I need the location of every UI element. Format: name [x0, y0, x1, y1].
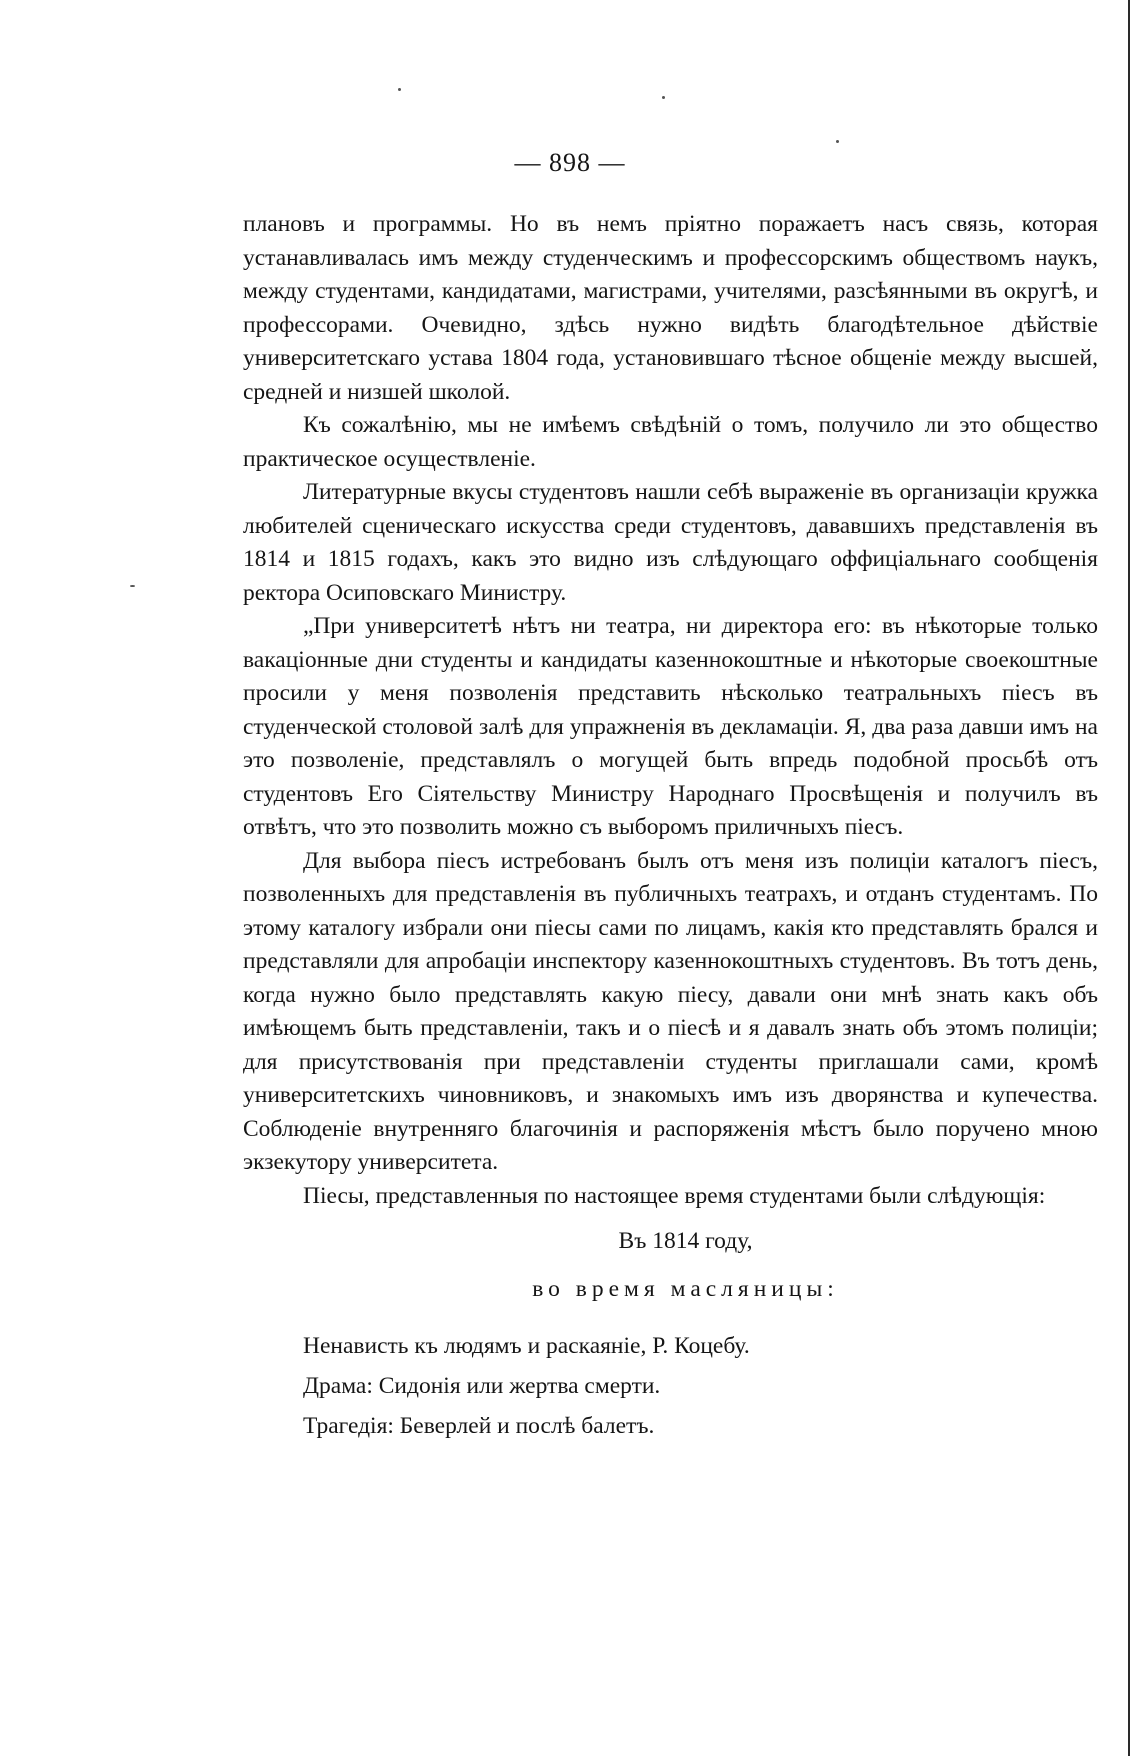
scan-speck	[130, 585, 135, 587]
play-item: Драма: Сидонія или жертва смерти.	[303, 1373, 661, 1399]
year-heading: Въ 1814 году,	[618, 1228, 753, 1254]
page-number: — 898 —	[514, 148, 626, 177]
paragraph: Къ сожалѣнію, мы не имѣемъ свѣдѣній о томъ, получило ли это общество практическое осуществленіе.	[243, 412, 1098, 472]
paragraph: Литературные вкусы студентовъ нашли себѣ выраженіе въ организаціи кружка любителей сценическаго искусства среди студентовъ, дававшихъ представленія въ 1814 и 1815 годахъ, какъ это видно изъ слѣдующаго оффиціальнаго сообщенія ректора Осиповскаго Министру.	[243, 479, 1098, 606]
play-item: Ненависть къ людямъ и раскаяніе, Р. Коцебу.	[303, 1333, 750, 1359]
paragraph-quote: Піесы, представленныя по настоящее время студентами были слѣдующія:	[303, 1182, 1046, 1209]
paragraph: плановъ и программы. Но въ немъ пріятно поражаетъ насъ связь, которая устанавливалась имъ между студенческимъ и профессорскимъ обществомъ наукъ, между студентами, кандидатами, магистрами, учителями, разсѣянными въ округѣ, и профессорами. Очевидно, здѣсь нужно видѣть благодѣтельное дѣйствіе университетскаго устава 1804 года, установившаго тѣсное общеніе между высшей, средней и низшей школой.	[243, 211, 1098, 405]
season-heading: во время масляницы:	[532, 1275, 839, 1302]
paragraph-quote: „При университетѣ нѣтъ ни театра, ни директора его: въ нѣкоторые только вакаціонные дни студенты и кандидаты казеннокоштные и нѣкоторые своекоштные просили у меня позволенія представить нѣсколько театральныхъ піесъ въ студенческой столовой залѣ для упражненія въ декламаціи. Я, два раза давши имъ на это позволеніе, представлялъ о могущей быть впредь подобной просьбѣ отъ студентовъ Его Сіятельству Министру Народнаго Просвѣщенія и получилъ въ отвѣтъ, что это позволить можно съ выборомъ приличныхъ піесъ.	[243, 613, 1098, 840]
paragraph-quote: Для выбора піесъ истребованъ былъ отъ меня изъ полиціи каталогъ піесъ, позволенныхъ для представленія въ публичныхъ театрахъ, и отданъ студентамъ. По этому каталогу избрали они піесы сами по лицамъ, какія кто представлять брался и представляли для апробаціи инспектору казеннокоштныхъ студентовъ. Въ тотъ день, когда нужно было представлять какую піесу, давали они мнѣ знать какъ объ имѣющемъ быть представленіи, такъ и о піесѣ и я давалъ знать объ этомъ полиціи; для присутствованія при представленіи студенты приглашали сами, кромѣ университетскихъ чиновниковъ, и знакомыхъ имъ изъ дворянства и купечества. Соблюденіе внутренняго благочинія и распоряженія мѣстъ было поручено мною экзекутору университета.	[243, 847, 1098, 1175]
scan-edge-line	[1128, 0, 1130, 1756]
scan-speck	[836, 140, 839, 143]
scan-speck	[398, 88, 401, 91]
play-item: Трагедія: Беверлей и послѣ балетъ.	[303, 1413, 655, 1439]
scan-speck	[662, 96, 665, 99]
plays-list	[303, 1326, 1098, 1446]
body-text	[243, 208, 1098, 1446]
